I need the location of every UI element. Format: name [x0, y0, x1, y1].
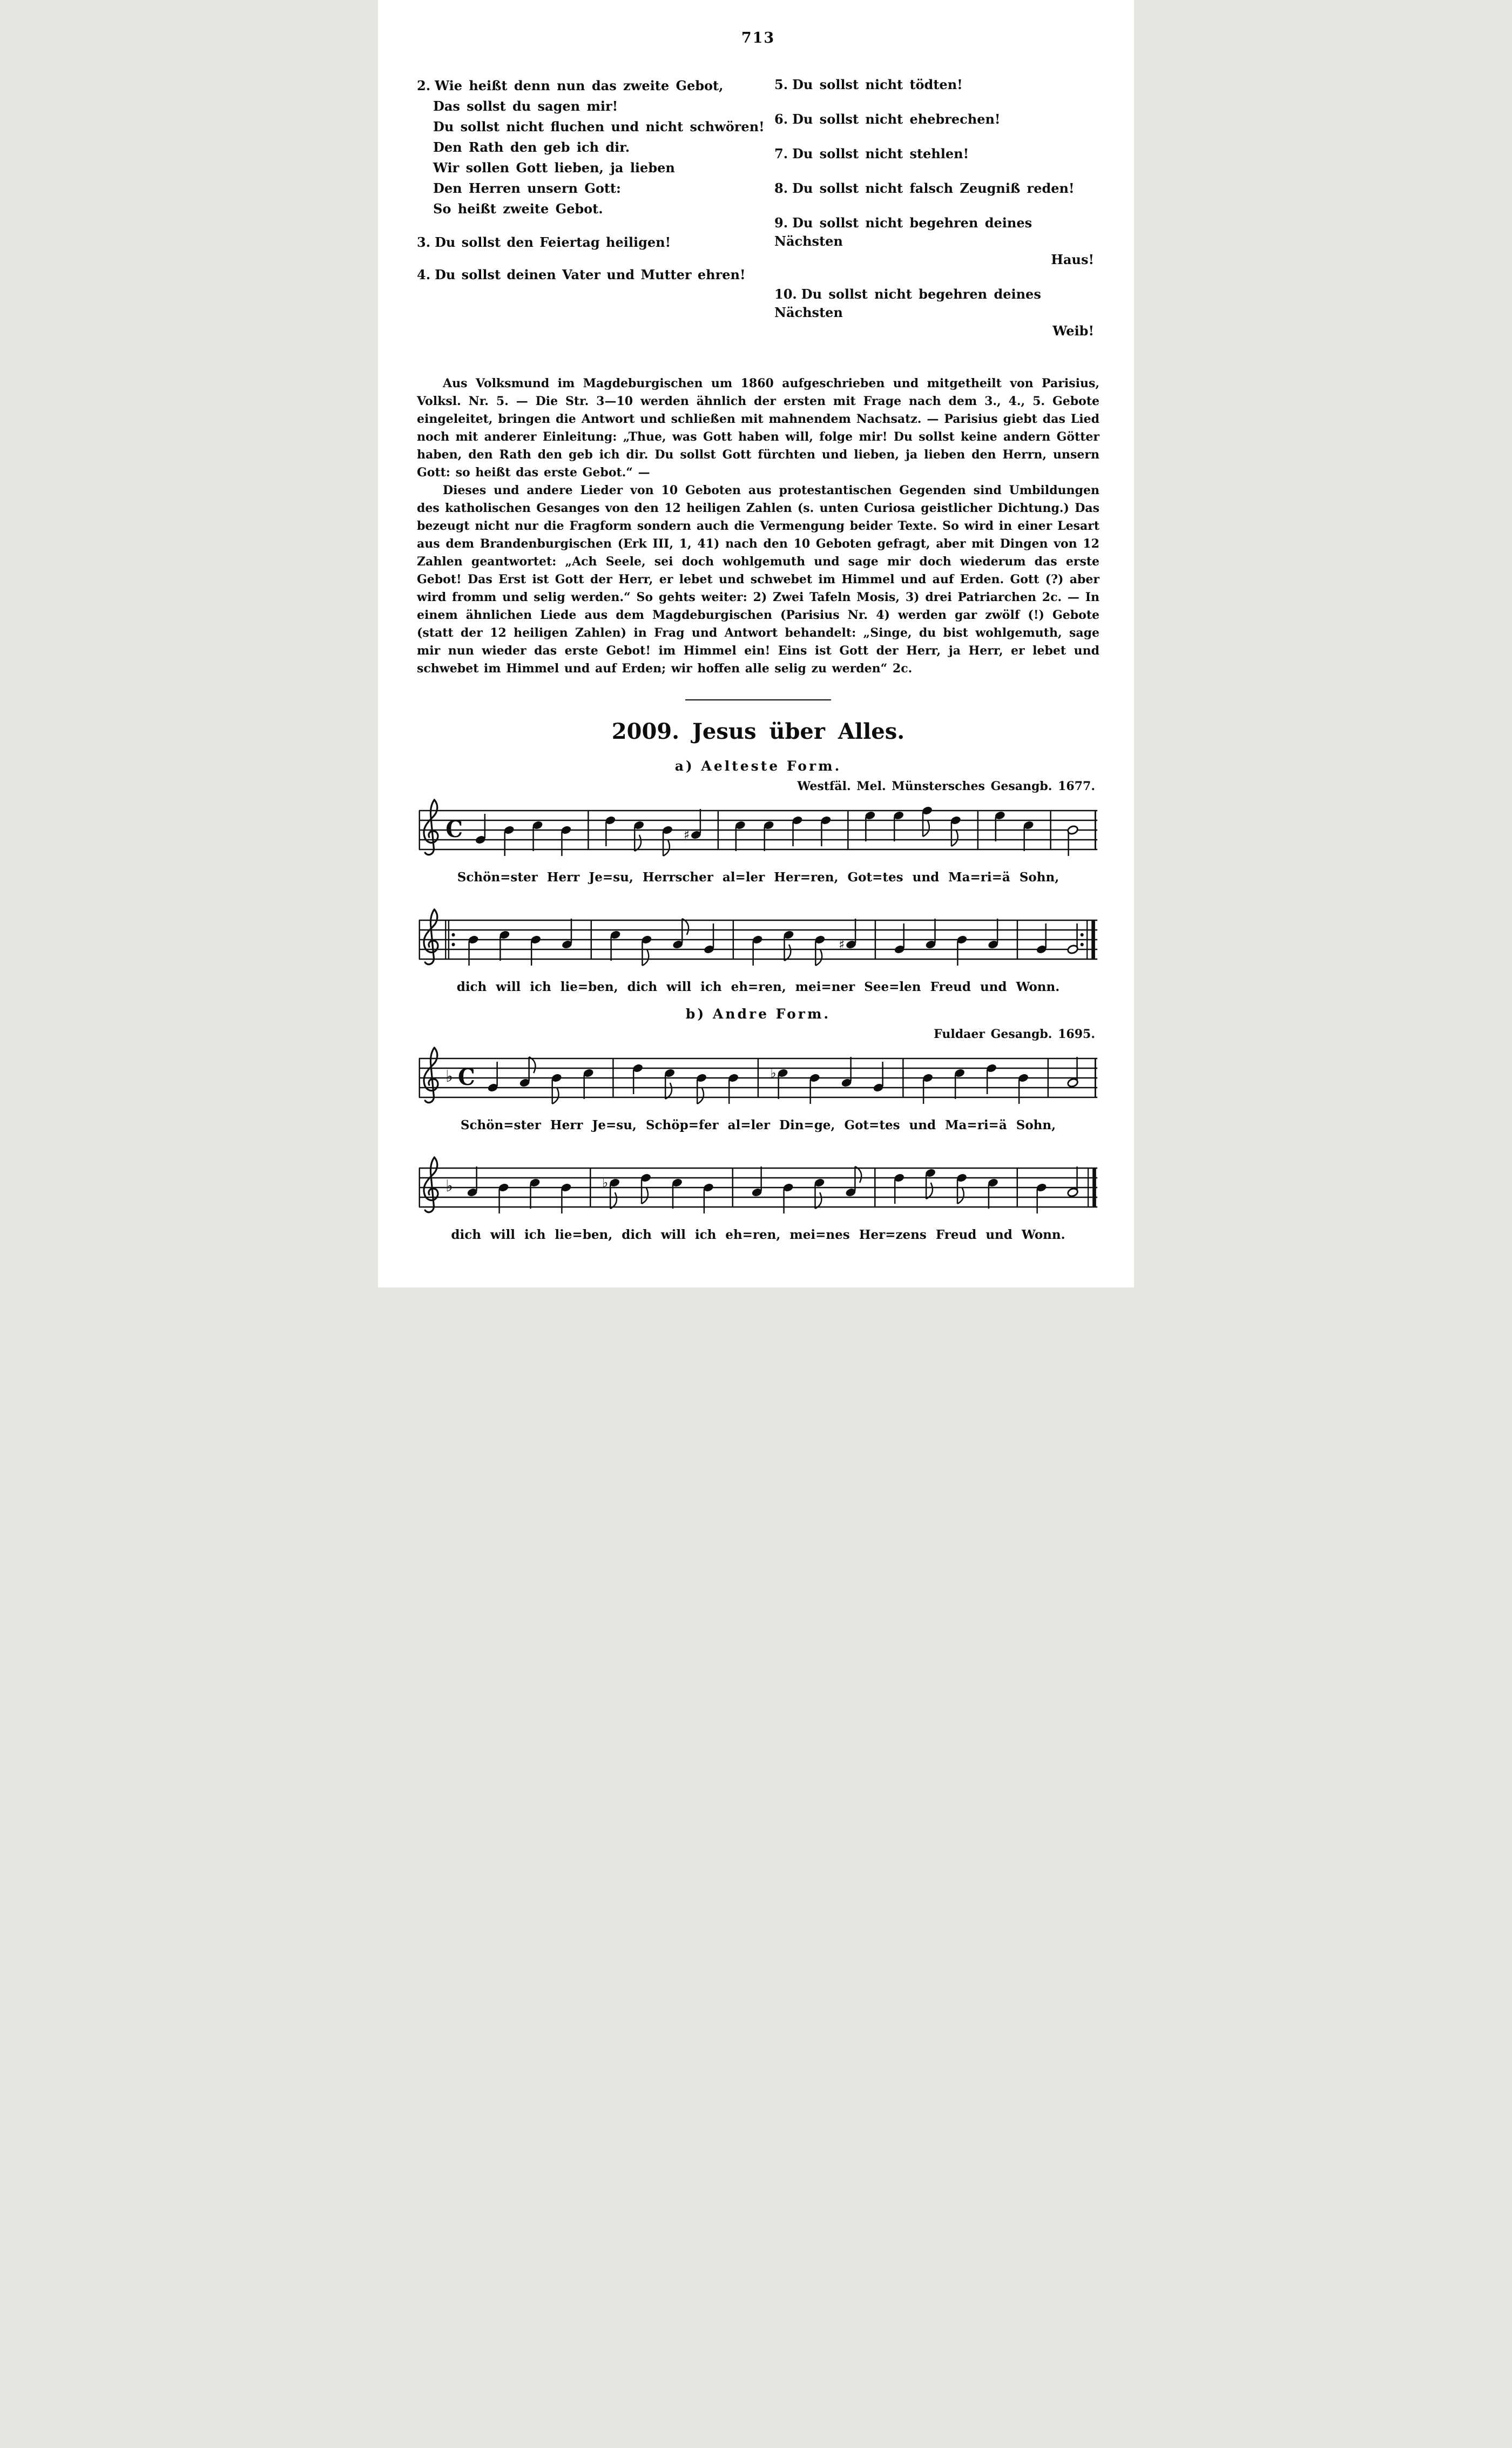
commandment-10-number: 10.	[774, 286, 797, 302]
form-b-heading: b) Andre Form.	[685, 1006, 831, 1022]
repeat-dot	[1081, 933, 1084, 936]
commandment-4-text: Du sollst deinen Vater und Mutter ehren!	[435, 267, 746, 282]
eighth-flag	[697, 1088, 704, 1104]
stanza-2	[417, 76, 765, 219]
commandments-verses	[417, 76, 1099, 356]
commandment-7	[774, 145, 1099, 163]
section-divider	[685, 699, 831, 700]
sharp-icon: ♯	[839, 936, 845, 953]
eighth-flag	[682, 919, 688, 935]
commandment-8	[774, 179, 1099, 198]
eighth-flag	[610, 1192, 617, 1209]
eighth-flag	[926, 1183, 933, 1199]
commandment-10-text: Du sollst nicht begehren deines Nächsten	[774, 286, 1041, 320]
commandment-9-runover: Haus!	[1051, 252, 1094, 267]
repeat-dot	[451, 943, 455, 946]
time-signature-c: C	[458, 1064, 475, 1091]
treble-clef-icon	[424, 800, 438, 855]
treble-clef-icon	[424, 1048, 438, 1103]
eighth-flag	[815, 949, 822, 966]
commandment-10	[774, 285, 1099, 340]
repeat-dot	[451, 933, 455, 936]
eighth-flag	[663, 840, 670, 856]
lyrics-line-3: Schön=ster Herr Je=su, Schöp=fer al=ler Din=ge, Got=tes und Ma=ri=ä Sohn,	[460, 1118, 1056, 1132]
lyrics-line-1: Schön=ster Herr Je=su, Herrscher al=ler Her=ren, Got=tes und Ma=ri=ä Sohn,	[457, 870, 1059, 885]
commandment-4-number: 4.	[417, 267, 431, 282]
form-a-heading: a) Aelteste Form.	[674, 758, 842, 774]
commandment-5-text: Du sollst nicht tödten!	[792, 77, 963, 92]
eighth-flag	[634, 835, 641, 851]
commandment-9-number: 9.	[774, 215, 788, 231]
staff-drawing	[419, 1157, 1097, 1213]
commandment-6	[774, 110, 1099, 129]
stanza-2-line: Den Rath den geb ich dir.	[433, 139, 630, 155]
page-number: 713	[741, 30, 775, 46]
commandment-7-text: Du sollst nicht stehlen!	[792, 146, 969, 161]
eighth-flag	[552, 1088, 559, 1104]
verse-column-right	[774, 76, 1099, 356]
eighth-flag	[951, 830, 958, 846]
commandment-5	[774, 76, 1099, 94]
key-flat-icon: ♭	[446, 1176, 453, 1196]
commandment-10-runover: Weib!	[1052, 323, 1094, 339]
eighth-flag	[665, 1083, 672, 1099]
lyrics-line-2: dich will ich lie=ben, dich will ich eh=ren, mei=ner See=len Freud und Wonn.	[456, 980, 1060, 994]
editorial-notes	[417, 375, 1099, 678]
time-signature-c: C	[446, 816, 463, 843]
commandment-9-text: Du sollst nicht begehren deines Nächsten	[774, 215, 1032, 249]
eighth-flag	[815, 1192, 821, 1209]
note-paragraph-1: Aus Volksmund im Magdeburgischen um 1860 aufgeschrieben und mitgetheilt von Parisius, Volksl. Nr. 5. — Die Str. 3—10 werden ähnlich der ersten mit Frage nach dem 3., 4., 5. Gebote eingeleitet, bringen die Antwort und schließen mit mahnendem Nachsatz. — Parisius giebt das Lied noch mit anderer Einleitung: „Thue, was Gott haben will, folge mir! Du sollst keine andern Götter haben, den Rath den geb ich dir. Du sollst Gott fürchten und lieben, ja lieben den Herrn, unsern Gott: so heißt das erste Gebot.“ —	[417, 376, 1099, 480]
repeat-dot	[1081, 943, 1084, 946]
commandment-4	[417, 266, 758, 284]
stanza-2-line: So heißt zweite Gebot.	[433, 201, 603, 217]
stanza-2-line: Den Herren unsern Gott:	[433, 180, 621, 196]
eighth-flag	[529, 1057, 536, 1073]
treble-clef-icon	[424, 909, 438, 965]
music-staff-2	[417, 904, 1099, 980]
sharp-icon: ♯	[684, 827, 690, 843]
eighth-flag	[784, 945, 791, 961]
music-staff-1	[417, 794, 1099, 870]
staff-drawing	[419, 909, 1097, 966]
lyrics-line-4: dich will ich lie=ben, dich will ich eh=ren, mei=nes Her=zens Freud und Wonn.	[451, 1228, 1065, 1242]
commandment-8-text: Du sollst nicht falsch Zeugniß reden!	[792, 180, 1075, 196]
commandment-6-number: 6.	[774, 111, 788, 127]
eighth-flag	[642, 949, 649, 966]
commandment-8-number: 8.	[774, 180, 788, 196]
commandment-7-number: 7.	[774, 146, 788, 161]
staff-drawing	[419, 1048, 1097, 1104]
form-a-source: Westfäl. Mel. Münstersches Gesangb. 1677.	[797, 779, 1095, 793]
commandment-3	[417, 233, 758, 252]
flat-icon: ♭	[602, 1175, 609, 1191]
stanza-2-text: Wie heißt denn nun das zweite Gebot,	[435, 78, 724, 93]
commandment-5-number: 5.	[774, 77, 788, 92]
key-flat-icon: ♭	[446, 1067, 453, 1086]
note-paragraph-2: Dieses und andere Lieder von 10 Geboten aus protestantischen Gegenden sind Umbildungen des katholischen Gesanges von den 12 heiligen Zahlen (s. unten Curiosa geistlicher Dichtung.) Das bezeugt nicht nur die Fragform sondern auch die Vermengung beider Texte. So wird in einer Lesart aus dem Brandenburgischen (Erk III, 1, 41) nach den 10 Geboten gefragt, aber mit Dingen von 12 Zahlen geantwortet: „Ach Seele, sei doch wohlgemuth und sage mir doch wiederum das erste Gebot! Das Erst ist Gott der Herr, er lebet und schwebet im Himmel und auf Erden. Gott (?) aber wird fromm und selig werden.“ So gehts weiter: 2) Zwei Tafeln Mosis, 3) drei Patriarchen 2c. — In einem ähnlichen Liede aus dem Magdeburgischen (Parisius Nr. 4) werden gar zwölf (!) Gebote (statt der 12 heiligen Zahlen) in Frag und Antwort behandelt: „Singe, du bist wohlgemuth, sage mir nun wieder das erste Gebot! im Himmel ein! Eins ist Gott der Herr, ja Herr, er lebet und schwebet im Himmel und auf Erden; wir hoffen alle selig zu werden“ 2c.	[417, 483, 1099, 676]
book-page	[378, 0, 1134, 1287]
eighth-flag	[855, 1166, 861, 1183]
commandment-6-text: Du sollst nicht ehebrechen!	[792, 111, 1001, 127]
verse-column-left	[417, 76, 765, 356]
commandment-3-number: 3.	[417, 234, 431, 250]
commandment-9	[774, 214, 1099, 269]
eighth-flag	[957, 1188, 964, 1204]
stanza-2-line	[417, 76, 758, 96]
stanza-2-line: Du sollst nicht fluchen und nicht schwören!	[433, 119, 765, 134]
form-b-source: Fuldaer Gesangb. 1695.	[934, 1027, 1095, 1041]
treble-clef-icon	[424, 1157, 438, 1212]
music-staff-4	[417, 1152, 1099, 1228]
flat-icon: ♭	[770, 1065, 777, 1081]
song-title: 2009. Jesus über Alles.	[611, 719, 905, 744]
commandment-3-text: Du sollst den Feiertag heiligen!	[435, 234, 671, 250]
stanza-2-number: 2.	[417, 78, 431, 93]
eighth-flag	[923, 820, 929, 837]
staff-drawing	[419, 800, 1097, 856]
stanza-2-line: Das sollst du sagen mir!	[433, 98, 618, 114]
eighth-flag	[642, 1188, 648, 1204]
stanza-2-line: Wir sollen Gott lieben, ja lieben	[433, 160, 675, 176]
music-staff-3	[417, 1042, 1099, 1118]
